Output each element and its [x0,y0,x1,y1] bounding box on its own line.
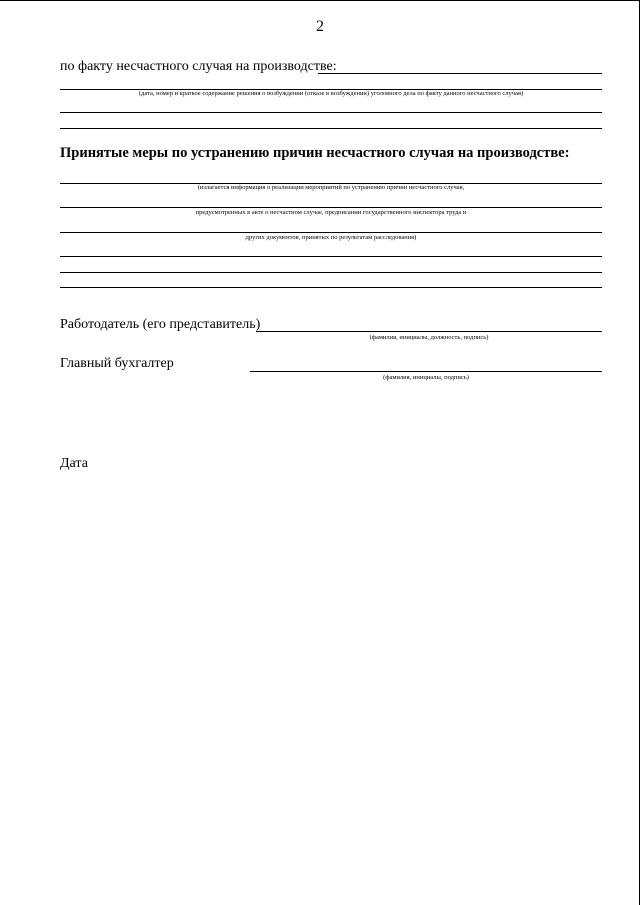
page-border-top [0,0,640,1]
measures-field-line-5[interactable] [60,272,602,273]
employer-caption: (фамилия, инициалы, должность, подпись) [369,334,489,341]
criminal-case-field-line-3[interactable] [60,112,602,113]
measures-caption-2: предусмотренных в акте о несчастном случае, предписании государственного инспектора труда и [195,209,467,216]
criminal-case-field-line-4[interactable] [60,128,602,129]
employer-label: Работодатель (его представитель) [60,317,261,332]
page-number: 2 [316,18,324,35]
measures-field-line-2[interactable] [60,207,602,208]
measures-field-line-6[interactable] [60,287,602,288]
measures-field-line-3[interactable] [60,232,602,233]
accountant-label: Главный бухгалтер [60,356,174,371]
accountant-caption: (фамилия, инициалы, подпись) [383,374,469,381]
employer-signature-line[interactable] [256,331,602,332]
measures-heading: Принятые меры по устранению причин несчастного случая на производстве: [60,145,570,161]
criminal-case-label: по факту несчастного случая на производстве: [60,59,337,74]
date-label: Дата [60,456,88,471]
measures-caption-1: (излагается информация о реализации мероприятий по устранению причин несчастного случая, [197,184,465,191]
measures-field-line-4[interactable] [60,256,602,257]
measures-caption-3: других документов, принятых по результатам расследования) [245,234,417,241]
criminal-case-caption: (дата, номер и краткое содержание решения о возбуждении (отказе в возбуждении) уголовного дела по факту данного несчастного случая) [138,90,524,97]
accountant-signature-line[interactable] [250,371,602,372]
criminal-case-field-line[interactable] [318,73,602,74]
